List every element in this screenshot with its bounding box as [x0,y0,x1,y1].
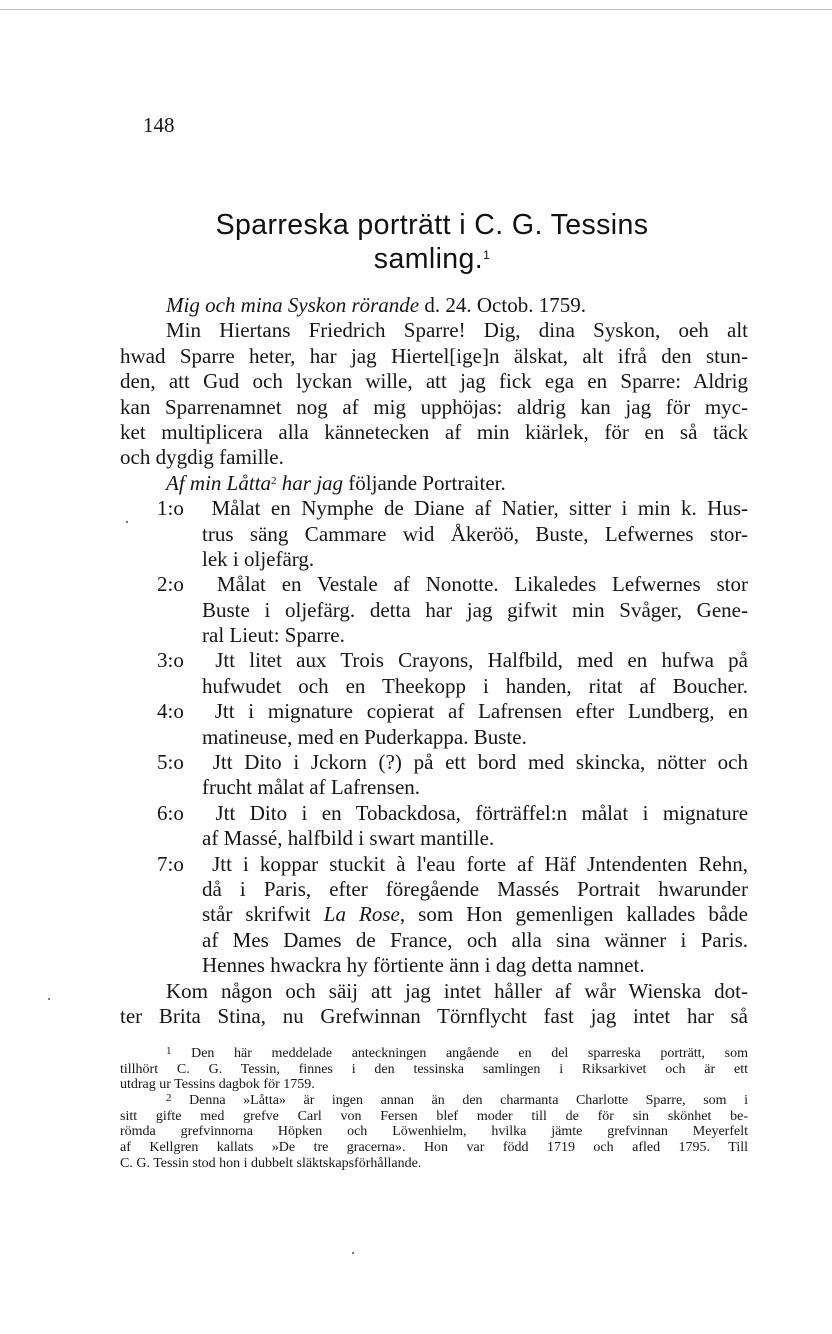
item-text: Målat en Nymphe de Diane af Natier, sitter i min k. Hus- [211,496,749,521]
list-item-line: af Massé, halfbild i swart mantille. [202,826,495,851]
item7-text-b: , som Hon gemenligen kallades både [399,902,748,927]
list-item-line: lek i oljefärg. [202,546,315,571]
list-item-line: frucht målat af Lafrensen. [202,775,421,800]
item-text: Jtt litet aux Trois Crayons, Halfbild, med en hufwa på [215,648,749,673]
list-item-line: matineuse, med en Puderkappa. Buste. [202,724,527,749]
p1-line: den, att Gud och lyckan wille, att jag fick ega en Sparre: Aldrig [120,369,748,394]
list-item-line [120,572,748,597]
page-number: 148 [143,113,175,137]
p2-line: ter Brita Stina, nu Grefwinnan Törnflycht fast jag intet har så [120,1003,748,1028]
footnotes [120,1046,748,1172]
intro-italic-2: har jag [276,470,344,495]
top-scan-edge [0,9,832,10]
heading-italic: Mig och mina Syskon rörande [166,293,420,317]
item-text: Jtt Dito i Jckorn (?) på ett bord med skincka, nötter och [212,750,749,775]
list-item-line: ral Lieut: Sparre. [202,623,345,648]
list-item-line [120,852,748,877]
list-item-line: af Mes Dames de France, och alla sina wänner i Paris. [202,927,748,952]
item-number: 2:o [157,572,184,597]
footnote-2-line: sitt gifte med grefve Carl von Fersen blef moder till de för sin skönhet be- [120,1108,748,1124]
title-footnote-mark: 1 [483,248,491,262]
p1-line: Min Hiertans Friedrich Sparre! Dig, dina Syskon, oeh alt [166,318,748,343]
heading-date: d. 24. Octob. 1759. [419,293,586,317]
list-item-line [120,496,748,521]
p2-line: Kom någon och säij att jag intet håller af wår Wienska dot- [166,978,748,1003]
p1-last-line: och dygdig famille. [120,445,284,470]
footnote-2-line: C. G. Tessin stod hon i dubbelt släktskapsförhållande. [120,1155,422,1171]
list-item-line: Buste i oljefärg. detta har jag gifwit min Svåger, Gene- [202,597,748,622]
footnote-2-line: af Kellgren kallats »De tre gracerna». Hon var född 1719 och afled 1795. Till [120,1140,748,1156]
item-text: Jtt Dito i en Tobackdosa, förträffel:n målat i mignature [215,800,749,825]
item-number: 1:o [157,496,184,521]
item-text: Jtt i koppar stuckit à l'eau forte af Häf Jntendenten Rehn, [212,851,748,876]
list-item-line [120,750,748,775]
footnote-2-line: römda grefvinnorna Höpken och Löwenhielm, hvilka jämte grefvinnan Meyerfelt [120,1124,748,1140]
footnote-1-line: tillhört C. G. Tessin, finnes i den tessinska samlingen i Riksarkivet och är ett [120,1061,748,1077]
list-item-line: då i Paris, efter föregående Massés Portrait hwarunder [202,876,748,901]
p1-line: kan Sparrenamnet nog af mig upphöjas: aldrig kan jag för myc- [120,394,748,419]
title-line-1: Sparreska porträtt i C. G. Tessins [215,209,649,241]
title-line-2 [140,242,724,276]
footnote-text: Denna »Låtta» är ingen annan än den charmanta Charlotte Sparre, som i [189,1093,748,1109]
scan-speck [126,521,128,523]
item-text: Målat en Vestale af Nonotte. Likaledes Lefwernes stor [216,572,749,597]
intro-italic: Af min Låtta [166,470,272,495]
list-item-line [120,699,748,724]
footnote-2-line [120,1093,748,1109]
list-item-line: trus säng Cammare wid Åkeröö, Buste, Lefwernes stor- [202,521,748,546]
intro-rest: följande Portraiter. [343,470,506,495]
footnote-2-mark: 2 [166,1092,172,1105]
footnote-1-mark: 1 [166,1045,172,1057]
scan-speck [352,1252,354,1254]
list-item-line [120,801,748,826]
item-number: 3:o [157,648,184,673]
p1-line: ket multiplicera alla kännetecken af min kiärlek, för en så täck [120,419,748,444]
item7-italic: La Rose [323,902,400,927]
body-text [120,293,748,1029]
footnote-1-line [120,1046,748,1062]
title-line-2-text: samling. [373,243,484,275]
intro-footnote-mark: 2 [271,474,277,487]
scan-speck [48,998,50,1000]
item-text: Jtt i mignature copierat af Lafrensen efter Lundberg, en [214,699,749,724]
article-title [140,208,724,276]
heading-line [120,293,748,318]
item-number: 7:o [157,851,184,876]
item7-text-a: står skrifwit [202,902,324,927]
footnote-1-line: utdrag ur Tessins dagbok för 1759. [120,1077,315,1093]
intro-line [120,471,748,496]
list-item-line [120,902,748,927]
item-number: 4:o [157,699,184,724]
list-item-line: Hennes hwackra hy förtiente änn i dag detta namnet. [202,953,645,978]
item-number: 5:o [157,750,184,775]
footnote-text: Den här meddelade anteckningen angående en del sparreska porträtt, som [191,1046,748,1061]
list-item-line: hufwudet och en Theekopp i handen, ritat af Boucher. [202,673,748,698]
list-item-line [120,648,748,673]
p1-line: hwad Sparre heter, har jag Hiertel[ige]n älskat, alt ifrå den stun- [120,343,748,368]
item-number: 6:o [157,800,184,825]
